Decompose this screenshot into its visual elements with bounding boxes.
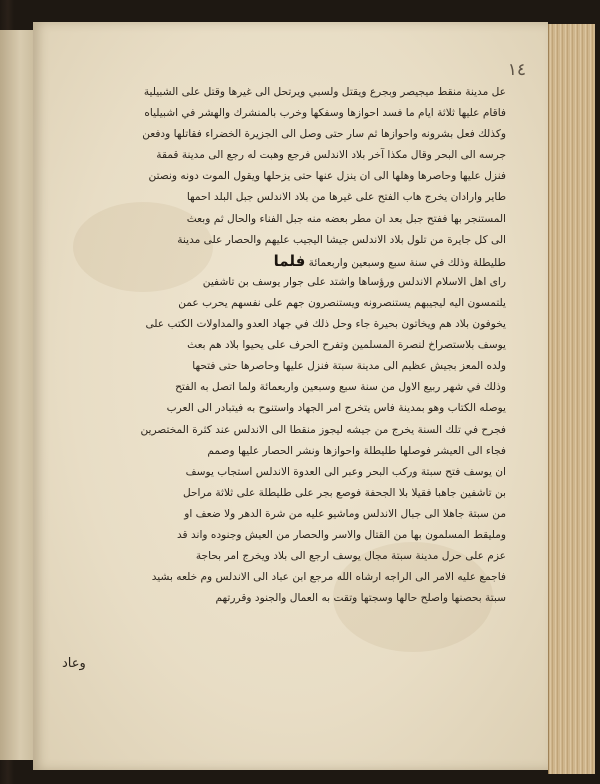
page-block-edges (548, 24, 595, 774)
text-line: عل مدينة منقط ميجيصر وبجرع ويقتل ولسبي ويرتحل الى غيرها وقتل على الشبيلية (143, 86, 506, 98)
manuscript-text (56, 82, 506, 609)
text-line: يلتمسون اليه ليجيبهم يستنصرونه ويستنصرون جهم على نفسهم يحرب عمن (178, 296, 506, 309)
rubric-word: فلما (273, 251, 306, 270)
text-line: عزم على حرل مدينة سبتة مجال يوسف ارجع الى بلاد ويخرج امر بحاجة (195, 550, 506, 563)
facing-page-edge (0, 30, 35, 760)
text-line: يوصله الكتاب وهو بمدينة فاس يتخرج امر الجهاد واستنوح به فيتبادر الى العرب (166, 402, 506, 415)
text-line: جرسه الى البحر وقال مكذا آخر بلاد الاندلس فرجع وهبت له رجع الى مدينة قمقة (156, 149, 506, 162)
text-line: ان يوسف فتح سبتة وركب البحر وعبر الى العدوة الاندلس استجاب يوسف (185, 465, 506, 478)
text-line: سبتة بحصنها واصلح حالها وسجتها وتقت به العمال والجنود وقررتهم (215, 592, 506, 605)
text-line: وذلك في شهر ربيع الاول من سنة سبع وسبعين واربعمائة ولما اتصل به الفتح (175, 381, 506, 394)
text-line: يخوفون بلاد هم ويخاتون بحيرة جاء وحل ذلك في جهاد العدو والمداولات الكتب على (145, 318, 506, 331)
folio-number: ١٤ (507, 60, 526, 80)
text-line: من سبتة جاهلا الى جبال الاندلس وماشيو عليه من شرة الدهر ولا ضعف او (184, 507, 506, 520)
text-line: بن تاشفين جاهبا فقيلا بلا الجحفة فوصع بجر على طليطلة على ثلاثة مراحل (182, 486, 506, 499)
text-line: وكذلك فعل بشرونه واحوازها ثم سار حتى وصل الى الجزيرة الخضراء فقاتلها ودفعن (142, 128, 506, 141)
catchword: وعاد (62, 656, 86, 671)
text-line: فاجمع عليه الامر الى الراجه ارشاه الله مرجع ابن عباد الى الاندلس وم خلعه بشيد (151, 571, 506, 584)
text-line: طليطلة وذلك في سنة سبع وسبعين واربعمائة فلما (273, 251, 506, 270)
text-line: ومليقط المسلمون بها من القتال والاسر والحصار من العيش وجنوده واند قد (176, 528, 506, 541)
text-line: يوسف بلاستصراخ لنصرة المسلمين وتفرح الحرف على يحيوا بلاد هم بعث (187, 339, 506, 352)
text-line: راى اهل الاسلام الاندلس ورؤساها واشتد على جوار يوسف بن تاشفين (202, 275, 506, 288)
text-line: فنزل عليها وحاصرها وهلها الى ان ينزل عنها حتى يزحلها ويقول الموت دونه ونصتن (148, 170, 506, 183)
text-line: طاير وارادان يخرج هاب الفتح على غيرها من بلاد الاندلس جبل البلد احمها (186, 191, 506, 204)
text-line: فجرح في تلك السنة يخرج من جيشه ليجوز منقطا الى الاندلس عند كثرة المختصرين (140, 423, 506, 436)
text-line: ولده المعز بجيش عظيم الى مدينة سبتة فنزل عليها وحاصرها حتى فتحها (192, 360, 506, 373)
text-line: المستنجر بها ففتح جبل بعد ان مطر بعضه منه جبل الفناء والحال ثم وبعث (186, 212, 506, 225)
text-line: فجاء الى العيشر فوصلها طليطلة واحوازها ونشر الحصار عليها وصمم (207, 444, 506, 457)
text-line: فاقام عليها ثلاثة ايام ما فسد احوازها وسفكها وخرب بالمنشرك والهشر في اشبيلياه (144, 107, 506, 120)
text-line: الى كل جايرة من تلول بلاد الاندلس جيشا اليجيب عليهم والحصار على مدينة (177, 233, 506, 246)
